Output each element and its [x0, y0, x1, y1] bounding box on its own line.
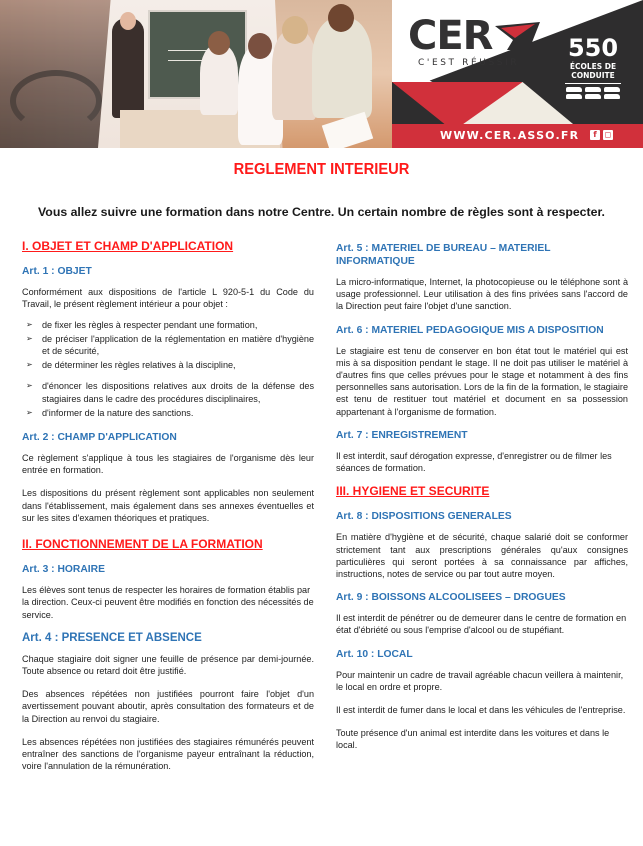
article-8-text: En matière d'hygiène et de sécurité, chaque salarié doit se conformer strictement tant aux prescriptions générales qu'aux consignes particulières qui seront portées à sa connaissance par affiches, instructions, notes de service ou par tout autre moyen.	[336, 532, 628, 580]
article-9-text: Il est interdit de pénétrer ou de demeurer dans le centre de formation en état d'ébriété ou sous l'emprise d'alcool ou de stupéfiant.	[336, 613, 627, 636]
school-count: 550	[567, 34, 619, 62]
article-heading-3: Art. 3 : HORAIRE	[22, 564, 105, 576]
section-heading-fonctionnement: II. FONCTIONNEMENT DE LA FORMATION	[22, 537, 263, 552]
teacher-figure	[112, 18, 144, 118]
article-4-paragraph: Chaque stagiaire doit signer une feuille de présence par demi-journée. Toute absence ou retard doit être justifié.	[22, 653, 314, 677]
banner-photo-collage	[0, 0, 400, 148]
article-4-paragraph: Des absences répétées non justifiées pourront faire l'objet d'un avertissement pouvant aboutir, après consultation des formateurs et de la Direction au renvoi du stagiaire.	[22, 689, 314, 724]
school-count-block	[550, 36, 636, 99]
student-figure	[312, 18, 372, 118]
list-item: ➢ de fixer les règles à respecter pendant une formation,	[26, 319, 258, 330]
article-heading-4: Art. 4 : PRESENCE ET ABSENCE	[22, 631, 202, 644]
student-figure	[272, 30, 317, 120]
header-banner	[0, 0, 643, 148]
cer-logo-arrow-icon	[495, 22, 540, 50]
article-10-paragraph: Il est interdit de fumer dans le local et dans les véhicules de l'entreprise.	[336, 705, 626, 716]
left-column	[22, 240, 314, 783]
article-heading-5: Art. 5 : MATERIEL DE BUREAU – MATERIEL INFORMATIQUE	[336, 243, 551, 267]
arrow-bullet-icon: ➢	[26, 407, 33, 417]
arrow-bullet-icon: ➢	[26, 360, 33, 370]
cer-brand-block	[392, 0, 643, 148]
article-1-text: Conformément aux dispositions de l'article L 920-5-1 du Code du Travail, le présent règlement intérieur a pour objet :	[22, 287, 314, 310]
list-item: ➢ d'informer de la nature des sanctions.	[26, 407, 194, 418]
divider	[565, 83, 621, 84]
student-figure	[200, 45, 238, 115]
article-4-paragraph: Les absences répétées non justifiées des stagiaires rémunérés peuvent entraîner des sanctions de l'organisme payeur entraînant la réduction, voire l'annulation de la rémunération.	[22, 736, 314, 772]
cer-logo-text: CER	[408, 13, 493, 59]
school-label-line2: CONDUITE	[571, 71, 615, 80]
list-item: ➢ de déterminer les règles relatives à la discipline,	[26, 360, 236, 371]
car-icon	[585, 87, 601, 92]
instagram-icon[interactable]: ◻	[604, 130, 612, 139]
article-heading-2: Art. 2 : CHAMP D'APPLICATION	[22, 432, 177, 444]
right-column	[336, 242, 628, 763]
facebook-icon[interactable]: f	[590, 130, 600, 140]
article-3-text: Les élèves sont tenus de respecter les horaires de formation établis par la direction. Ceux-ci peuvent être modifiés en fonction des nécessités de service.	[22, 585, 314, 620]
document-title: REGLEMENT INTERIEUR	[233, 161, 410, 178]
article-heading-1: Art. 1 : OBJET	[22, 266, 92, 278]
motorcycle-icon	[604, 87, 620, 92]
vehicle-icons	[565, 87, 621, 99]
article-1-bullet-list	[22, 319, 314, 419]
website-url[interactable]: WWW.CER.ASSO.FR	[440, 129, 580, 142]
article-6-text: Le stagiaire est tenu de conserver en bon état tout le matériel qui est mis à sa disposition pendant le stage. Il ne doit pas utiliser le matériel à d'autres fins que celles prévues pour le stage et notamment à des fins personnelles sans autorisation. Lors de la fin de la formation, le stagiaire est tenu de restituer tout matériel et document en sa possession appartenant à l'organisme de formation.	[336, 345, 628, 417]
article-10-paragraph: Pour maintenir un cadre de travail agréable chacun veillera à maintenir, le local en ordre et propre.	[336, 669, 624, 692]
article-heading-9: Art. 9 : BOISSONS ALCOOLISEES – DROGUES	[336, 592, 566, 604]
article-2-paragraph: Ce règlement s'applique à tous les stagiaires de l'organisme dès leur entrée en formation.	[22, 453, 314, 476]
truck-icon	[585, 94, 601, 99]
school-label-line1: ÉCOLES DE	[569, 62, 617, 71]
bus-icon	[566, 94, 582, 99]
article-heading-7: Art. 7 : ENREGISTREMENT	[336, 429, 468, 441]
article-heading-6: Art. 6 : MATERIEL PEDAGOGIQUE MIS A DISPOSITION	[336, 324, 604, 336]
list-item: ➢ de préciser l'application de la réglementation en matière d'hygiène et de sécurité,	[26, 333, 314, 357]
article-heading-10: Art. 10 : LOCAL	[336, 648, 413, 660]
boat-icon	[604, 94, 620, 99]
section-heading-objet: I. OBJET ET CHAMP D'APPLICATION	[22, 239, 234, 253]
arrow-bullet-icon: ➢	[26, 381, 33, 391]
arrow-bullet-icon: ➢	[26, 333, 33, 343]
section-heading-hygiene: III. HYGIENE ET SECURITE	[336, 484, 490, 499]
article-7-text: Il est interdit, sauf dérogation expresse, d'enregistrer ou de filmer les séances de formation.	[336, 450, 612, 474]
article-2-paragraph: Les dispositions du présent règlement sont applicables non seulement dans l'établissement, mais également dans ses annexes éventuelles et sur les sites d'examen théoriques et pratiques.	[22, 488, 314, 523]
article-10-paragraph: Toute présence d'un animal est interdite dans les voitures et dans le local.	[336, 728, 610, 751]
intro-text: Vous allez suivre une formation dans notre Centre. Un certain nombre de règles sont à respecter.	[38, 205, 605, 219]
van-icon	[566, 87, 582, 92]
steering-wheel-shape	[10, 70, 102, 132]
article-5-text: La micro-informatique, Internet, la photocopieuse ou le téléphone sont à usage professionnel. Leur utilisation à des fins privées sans l'accord de la Direction peut faire l'objet d'une sanction.	[336, 277, 628, 312]
arrow-bullet-icon: ➢	[26, 319, 33, 329]
list-item: ➢ d'énoncer les dispositions relatives aux droits de la défense des stagiaires dans le cadre des procédures disciplinaires,	[26, 381, 314, 404]
article-heading-8: Art. 8 : DISPOSITIONS GENERALES	[336, 511, 512, 523]
cer-tagline: C'EST RÉUSSIR	[418, 58, 520, 68]
